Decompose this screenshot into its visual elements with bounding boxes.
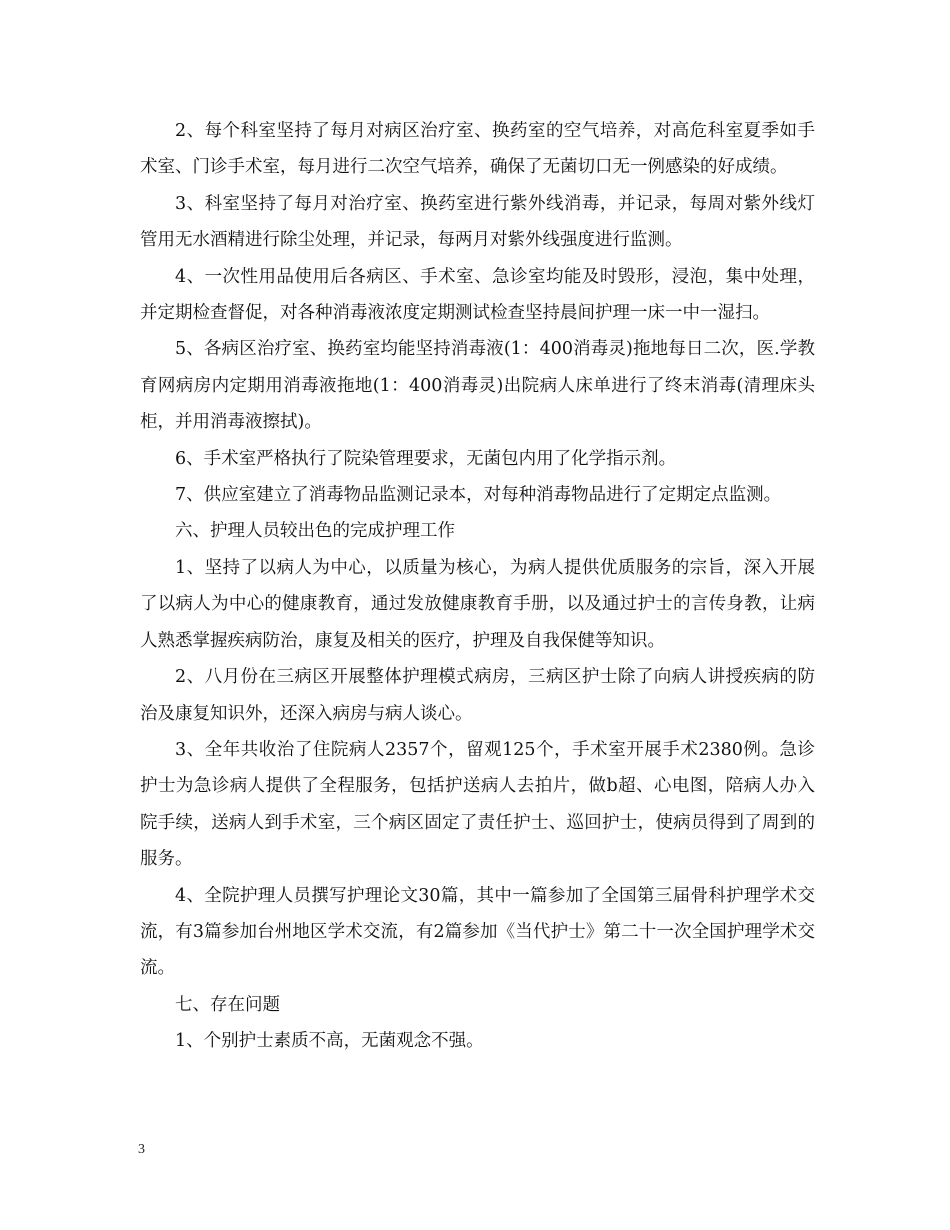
section-heading-seven: 七、存在问题 [175, 994, 280, 1015]
page-number: 3 [138, 1142, 145, 1157]
section-heading-six: 六、护理人员较出色的完成护理工作 [175, 521, 455, 542]
document-body [140, 113, 815, 1060]
paragraph-nursing-papers: 4、全院护理人员撰写护理论文30篇，其中一篇参加了全国第三届骨科护理学术交流，有3篇参加台州地区学术交流，有2篇参加《当代护士》第二十一次全国护理学术交流。 [140, 885, 815, 979]
paragraph-floor-disinfection: 5、各病区治疗室、换药室均能坚持消毒液(1：400消毒灵)拖地每日二次，医.学教育网病房内定期用消毒液拖地(1：400消毒灵)出院病人床单进行了终末消毒(清理床头柜，并用消毒液擦拭)。 [140, 339, 815, 433]
paragraph-operating-room: 6、手术室严格执行了院染管理要求，无菌包内用了化学指示剂。 [175, 448, 677, 469]
paragraph-annual-statistics: 3、全年共收治了住院病人2357个，留观125个，手术室开展手术2380例。急诊护士为急诊病人提供了全程服务，包括护送病人去拍片，做b超、心电图，陪病人办入院手续，送病人到手术室，三个病区固定了责任护士、巡回护士，使病员得到了周到的服务。 [140, 739, 815, 870]
paragraph-existing-problem: 1、个别护士素质不高，无菌观念不强。 [175, 1031, 484, 1052]
paragraph-holistic-nursing: 2、八月份在三病区开展整体护理模式病房，三病区护士除了向病人讲授疾病的防治及康复知识外，还深入病房与病人谈心。 [140, 667, 815, 724]
paragraph-disposables: 4、一次性用品使用后各病区、手术室、急诊室均能及时毁形，浸泡，集中处理，并定期检查督促，对各种消毒液浓度定期测试检查坚持晨间护理一床一中一湿扫。 [140, 266, 815, 324]
paragraph-supply-room: 7、供应室建立了消毒物品监测记录本，对每种消毒物品进行了定期定点监测。 [175, 485, 782, 506]
paragraph-patient-centered: 1、坚持了以病人为中心，以质量为核心，为病人提供优质服务的宗旨，深入开展了以病人为中心的健康教育，通过发放健康教育手册，以及通过护士的言传身教，让病人熟悉掌握疾病防治，康复及相关的医疗，护理及自我保健等知识。 [140, 557, 815, 651]
paragraph-uv-disinfection: 3、科室坚持了每月对治疗室、换药室进行紫外线消毒，并记录，每周对紫外线灯管用无水酒精进行除尘处理，并记录，每两月对紫外线强度进行监测。 [140, 193, 815, 251]
paragraph-air-culture: 2、每个科室坚持了每月对病区治疗室、换药室的空气培养，对高危科室夏季如手术室、门诊手术室，每月进行二次空气培养，确保了无菌切口无一例感染的好成绩。 [140, 121, 815, 178]
